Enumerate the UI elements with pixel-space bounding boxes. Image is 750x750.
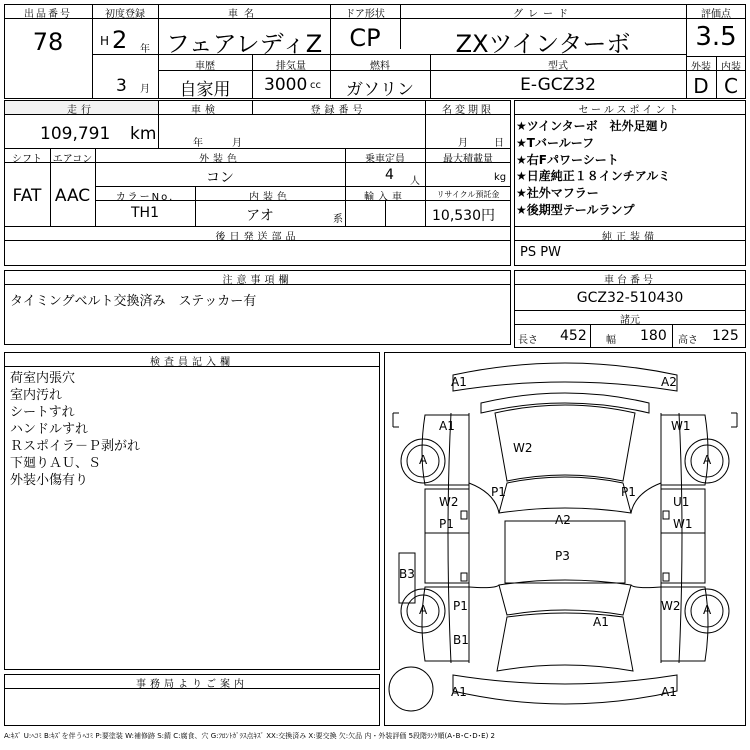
exterior-label: 外装 [691, 62, 711, 73]
car-name-label: 車名 [228, 9, 260, 20]
width-value: 180 [640, 328, 667, 344]
displacement-label: 排気量 [276, 61, 306, 72]
caution-text: タイミングベルト交換済み ステッカー有 [10, 294, 257, 309]
max-load-label: 最大積載量 [443, 154, 493, 165]
later-parts-label: 後日発送部品 [215, 232, 300, 243]
mark-fender-right: W1 [671, 419, 691, 433]
model-code: E-GCZ32 [520, 75, 596, 95]
mark-door-right: W1 [673, 517, 693, 531]
damage-diagram [384, 352, 746, 726]
mark-pillar-left: P1 [491, 485, 506, 499]
inspector-note: 外装小傷有り [10, 473, 89, 488]
sales-point: ★日産純正１８インチアルミ [516, 169, 671, 184]
door-type: CP [349, 24, 381, 52]
trunk-shape [497, 613, 633, 671]
interior-label: 内装 [721, 62, 741, 73]
reg-month: 3 [116, 76, 127, 96]
reg-year: 2 [112, 26, 128, 54]
mark-wheel-fr: A [703, 453, 712, 467]
inspection-label: 車検 [191, 105, 219, 116]
displacement: 3000 [264, 75, 308, 95]
int-color: アオ [246, 208, 274, 224]
legend: A:ｷｽﾞ U:ﾍｺﾐ B:ｷｽﾞを伴うﾍｺﾐ P:要塗装 W:補修跡 S:錆 C:腐食、穴 G:ﾌﾛﾝﾄｶﾞﾗｽ点ｷｽﾞ XX:交換済み X:要交換 欠:欠品 内・外装評価 5段階ﾗﾝｸ順(A･B･C･D･E) 2 [4, 732, 495, 740]
mark-fender-left: A1 [439, 419, 455, 433]
inspection-year-unit: 年 [193, 138, 203, 149]
month-unit: 月 [140, 84, 150, 95]
mark-wheel-fl: A [419, 453, 428, 467]
import-label: 輸入車 [364, 192, 406, 203]
mark-front-left: A1 [451, 375, 467, 389]
lot-number: 78 [32, 28, 64, 56]
height-value: 125 [712, 328, 739, 344]
mark-door-left-top: W2 [439, 495, 459, 509]
inspector-note: Ｒスポイラ－Ｐ剥がれ [10, 439, 141, 454]
mark-rear-fender-right: W2 [661, 599, 681, 613]
mark-roof: A2 [555, 513, 571, 527]
lot-no-label: 出品番号 [24, 9, 72, 20]
mark-door-right-top: U1 [673, 495, 690, 509]
sales-point: ★右Fパワーシート [516, 152, 619, 167]
history-label: 車歴 [195, 61, 215, 72]
displacement-unit: cc [310, 80, 321, 91]
color-no-label: カラーNo. [115, 192, 175, 203]
model-label: 型式 [548, 61, 568, 72]
name-change-day-unit: 日 [494, 138, 504, 149]
inspector-note: シートすれ [10, 405, 75, 420]
mark-trunk: A1 [593, 615, 609, 629]
height-label: 高さ [678, 335, 698, 346]
mark-side-left: B3 [399, 567, 415, 581]
chassis-label: 車台番号 [604, 275, 656, 286]
first-reg-label: 初度登録 [105, 9, 145, 20]
grade-label: グレード [513, 9, 573, 20]
mileage: 109,791 [40, 124, 111, 144]
dims-label: 諸元 [620, 315, 640, 326]
equipment-label: 純正装備 [602, 232, 658, 243]
recycle-fee: 10,530円 [432, 208, 495, 224]
chassis-number: GCZ32-510430 [576, 290, 684, 306]
car-history: 自家用 [179, 80, 231, 100]
sales-point: ★後期型テールランプ [516, 202, 635, 217]
inspector-note: 下廻りＡＵ、Ｓ [10, 456, 102, 471]
inspector-note: 室内汚れ [10, 388, 63, 403]
name-change-month-unit: 月 [458, 138, 468, 149]
inspector-note: 荷室内張穴 [10, 371, 76, 386]
sales-point: ★社外マフラー [516, 186, 599, 201]
front-bumper-shape [453, 363, 677, 391]
inspector-notes [10, 370, 370, 489]
mark-door-left: P1 [439, 517, 454, 531]
shift-label: シフト [12, 154, 42, 165]
spare-wheel-circle [389, 667, 433, 711]
exterior-grade: D [693, 74, 709, 98]
int-color-label: 内装色 [249, 192, 291, 203]
mark-pillar-right: P1 [621, 485, 636, 499]
mark-rear-left: B1 [453, 633, 469, 647]
mark-hood: W2 [513, 441, 533, 455]
caution-label: 注意事項欄 [222, 275, 293, 286]
era: H [100, 34, 110, 48]
capacity-label: 乗車定員 [365, 154, 405, 165]
equipment-value: PS PW [520, 245, 561, 260]
inspector-note: ハンドルすれ [10, 422, 89, 437]
interior-grade: C [724, 74, 738, 98]
mileage-label: 走行 [67, 105, 95, 116]
inspector-label: 検査員記入欄 [150, 357, 234, 368]
mark-wheel-rr: A [703, 603, 712, 617]
aircon-type: AAC [54, 186, 91, 206]
fuel: ガソリン [346, 80, 414, 100]
capacity-unit: 人 [410, 176, 420, 187]
sales-points-list [516, 118, 744, 219]
mark-rear-fender-left: P1 [453, 599, 468, 613]
rear-bumper-shape [453, 675, 677, 704]
color-number: TH1 [131, 205, 159, 221]
width-label: 幅 [606, 335, 616, 346]
reg-no-label: 登録番号 [310, 105, 367, 116]
office-label: 事務局よりご案内 [136, 679, 248, 690]
year-unit: 年 [140, 44, 150, 55]
ext-color-label: 外装色 [199, 154, 241, 165]
length-value: 452 [560, 328, 587, 344]
grade: ZXツインターボ [455, 30, 631, 58]
aircon-label: エアコン [52, 154, 93, 165]
ext-color: コン [206, 170, 234, 186]
shift-type: FAT [12, 186, 42, 206]
sales-point: ★Tバールーフ [516, 135, 595, 150]
mark-wheel-rl: A [419, 603, 428, 617]
score-label: 評価点 [701, 9, 731, 20]
fuel-label: 燃料 [370, 61, 390, 72]
recycle-label: リサイクル預託金 [436, 190, 500, 199]
mark-rear-bottom-right: A1 [661, 685, 677, 699]
door-label: ドア形状 [345, 9, 385, 20]
load-unit: kg [494, 172, 507, 183]
capacity: 4 [385, 167, 394, 183]
length-label: 長さ [518, 335, 538, 346]
car-name: フェアレディZ [165, 30, 323, 58]
mark-front-right: A2 [661, 375, 677, 389]
mark-rear-bottom-left: A1 [451, 685, 467, 699]
mileage-unit: km [130, 124, 157, 144]
inspection-month-unit: 月 [232, 138, 242, 149]
int-color-suffix: 系 [333, 214, 343, 225]
mark-cabin: P3 [555, 549, 570, 563]
name-change-label: 名変期限 [442, 105, 494, 116]
sales-point: ★ツインターボ 社外足廻り [516, 119, 670, 133]
sales-points-label: セールスポイント [578, 105, 682, 116]
score: 3.5 [695, 22, 737, 52]
